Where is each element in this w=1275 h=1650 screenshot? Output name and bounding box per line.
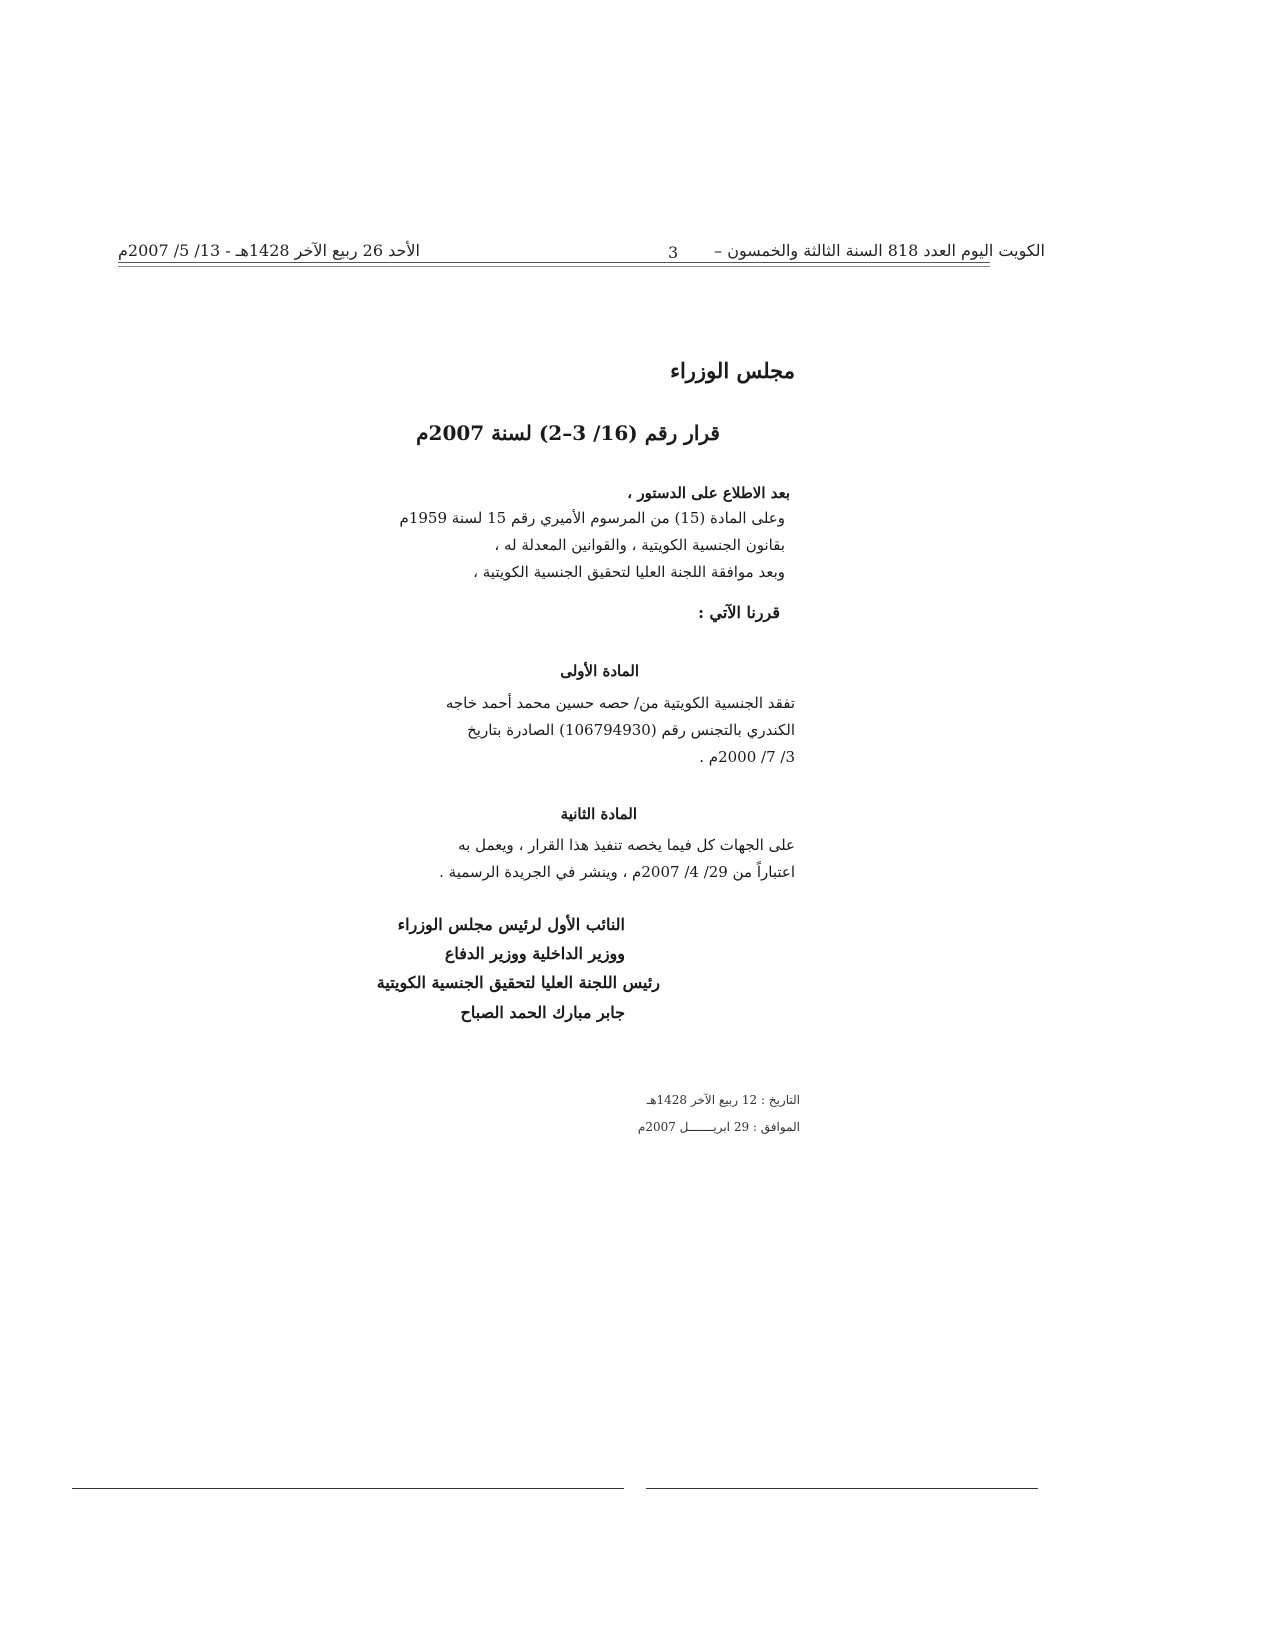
header-date: الأحد 26 ربيع الآخر 1428هـ - 13/ 5/ 2007م — [118, 241, 420, 260]
article1-title: المادة الأولى — [560, 662, 639, 680]
decision-title: قرار رقم (16/ 3–2) لسنة 2007م — [416, 421, 720, 445]
article2-line: على الجهات كل فيما يخصه تنفيذ هذا القرار ، ويعمل به — [458, 836, 795, 854]
article2-line: اعتباراً من 29/ 4/ 2007م ، وينشر في الجريدة الرسمية . — [439, 863, 795, 881]
article1-line: 3/ 7/ 2000م . — [699, 748, 795, 766]
article2-title: المادة الثانية — [560, 805, 637, 823]
header-rule-top — [118, 262, 990, 263]
header-rule-bottom — [118, 266, 990, 267]
footer-rule-right — [646, 1488, 1038, 1489]
preamble-block — [365, 505, 785, 586]
preamble-line: بقانون الجنسية الكويتية ، والقوانين المعدلة له ، — [494, 536, 785, 554]
footer-rule-left — [72, 1488, 624, 1489]
article1-body — [370, 690, 795, 771]
preamble-constitution: بعد الاطلاع على الدستور ، — [627, 484, 790, 502]
date-gregorian: الموافق : 29 ابريـــــــل 2007م — [637, 1120, 800, 1134]
signature-committee: رئيس اللجنة العليا لتحقيق الجنسية الكويتية — [376, 973, 660, 992]
preamble-line: وعلى المادة (15) من المرسوم الأميري رقم 15 لسنة 1959م — [399, 509, 785, 527]
date-hijri: التاريخ : 12 ربيع الآخر 1428هـ — [646, 1093, 800, 1107]
article2-body — [370, 832, 795, 886]
article1-line: تفقد الجنسية الكويتية من/ حصه حسين محمد أحمد خاجه — [445, 694, 795, 712]
page-number: 3 — [668, 243, 679, 262]
signature-name: جابر مبارك الحمد الصباح — [460, 1003, 625, 1022]
signature-title: النائب الأول لرئيس مجلس الوزراء — [397, 915, 625, 934]
decided-statement: قررنا الآتي : — [698, 603, 780, 622]
header-publication: الكويت اليوم العدد 818 السنة الثالثة والخمسون – — [714, 241, 1045, 260]
preamble-line: وبعد موافقة اللجنة العليا لتحقيق الجنسية الكويتية ، — [473, 563, 785, 581]
ministry-title: مجلس الوزراء — [670, 358, 795, 383]
article1-line: الكندري بالتجنس رقم (106794930) الصادرة بتاريخ — [467, 721, 795, 739]
signature-position: ووزير الداخلية ووزير الدفاع — [444, 944, 625, 963]
